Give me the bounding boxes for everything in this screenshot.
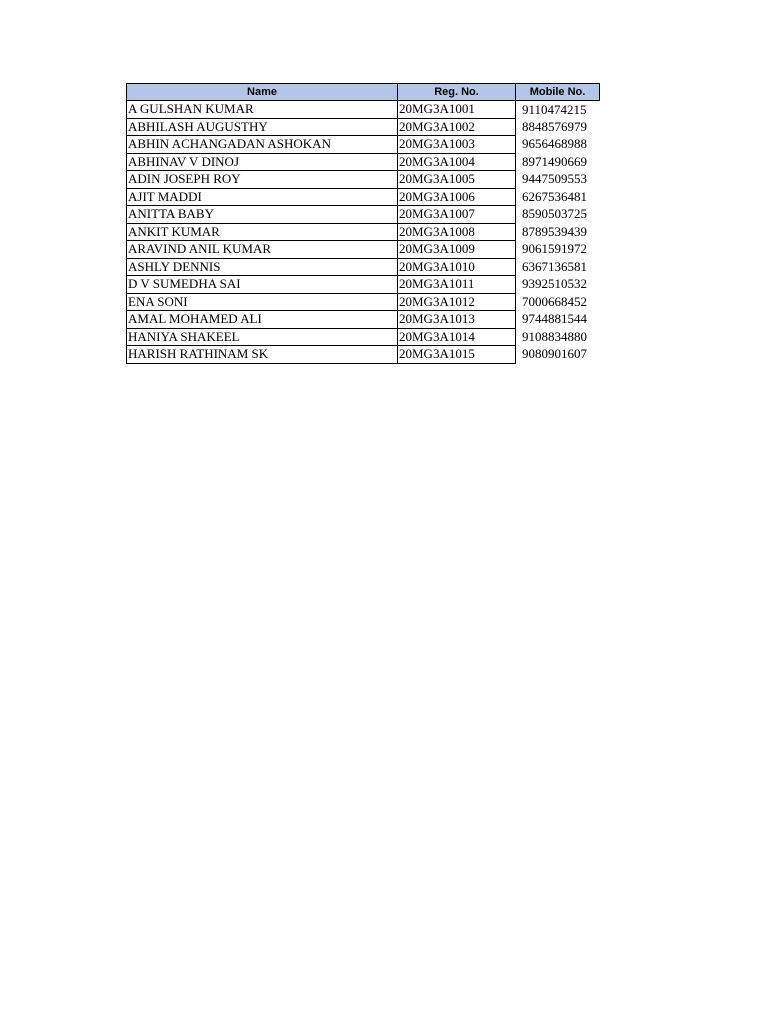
reg-no-cell: 20MG3A1005: [398, 171, 516, 189]
reg-no-cell: 20MG3A1007: [398, 206, 516, 224]
reg-no-cell: 20MG3A1004: [398, 153, 516, 171]
mobile-no-cell: 8590503725: [522, 206, 587, 222]
name-cell: HARISH RATHINAM SK: [127, 346, 398, 364]
reg-no-cell: 20MG3A1010: [398, 258, 516, 276]
column-header-reg-no: Reg. No.: [398, 84, 516, 101]
table-header: [127, 84, 600, 101]
mobile-no-cell: 6267536481: [522, 188, 587, 204]
name-cell: ENA SONI: [127, 293, 398, 311]
mobile-no-cell: 9447509553: [522, 171, 587, 187]
reg-no-cell: 20MG3A1011: [398, 276, 516, 294]
student-table: [126, 83, 600, 364]
table-row: [127, 153, 600, 171]
mobile-no-cell: 8848576979: [522, 118, 587, 134]
name-cell: A GULSHAN KUMAR: [127, 101, 398, 119]
reg-no-cell: 20MG3A1002: [398, 118, 516, 136]
table-row: [127, 276, 600, 294]
reg-no-cell: 20MG3A1008: [398, 223, 516, 241]
table-row: [127, 258, 600, 276]
table-row: [127, 241, 600, 259]
table-row: [127, 328, 600, 346]
mobile-no-cell: 9110474215: [522, 101, 587, 117]
mobile-no-cell: 9061591972: [522, 241, 587, 257]
name-cell: ANKIT KUMAR: [127, 223, 398, 241]
mobile-no-cell: 8971490669: [522, 153, 587, 169]
name-cell: ABHILASH AUGUSTHY: [127, 118, 398, 136]
name-cell: ADIN JOSEPH ROY: [127, 171, 398, 189]
table-row: [127, 346, 600, 364]
name-cell: AJIT MADDI: [127, 188, 398, 206]
name-cell: ABHIN ACHANGADAN ASHOKAN: [127, 136, 398, 154]
table-body: [127, 101, 600, 364]
table-row: [127, 101, 600, 119]
reg-no-cell: 20MG3A1013: [398, 311, 516, 329]
mobile-no-cell: 7000668452: [522, 293, 587, 309]
name-cell: ARAVIND ANIL KUMAR: [127, 241, 398, 259]
name-cell: ANITTA BABY: [127, 206, 398, 224]
mobile-no-cell: 8789539439: [522, 223, 587, 239]
table-row: [127, 118, 600, 136]
table-row: [127, 223, 600, 241]
mobile-no-cell: 9656468988: [522, 136, 587, 152]
reg-no-cell: 20MG3A1014: [398, 328, 516, 346]
name-cell: AMAL MOHAMED ALI: [127, 311, 398, 329]
column-header-name: Name: [127, 84, 398, 101]
mobile-no-cell: 6367136581: [522, 258, 587, 274]
table-row: [127, 206, 600, 224]
mobile-no-cell: 9080901607: [522, 346, 587, 362]
name-cell: ASHLY DENNIS: [127, 258, 398, 276]
table-row: [127, 293, 600, 311]
reg-no-cell: 20MG3A1015: [398, 346, 516, 364]
table-row: [127, 311, 600, 329]
name-cell: D V SUMEDHA SAI: [127, 276, 398, 294]
name-cell: HANIYA SHAKEEL: [127, 328, 398, 346]
reg-no-cell: 20MG3A1009: [398, 241, 516, 259]
reg-no-cell: 20MG3A1006: [398, 188, 516, 206]
mobile-no-cell: 9108834880: [522, 328, 587, 344]
table-row: [127, 136, 600, 154]
reg-no-cell: 20MG3A1003: [398, 136, 516, 154]
header-row: [127, 84, 600, 101]
reg-no-cell: 20MG3A1012: [398, 293, 516, 311]
mobile-no-cell: 9744881544: [522, 311, 587, 327]
mobile-no-cell: 9392510532: [522, 276, 587, 292]
reg-no-cell: 20MG3A1001: [398, 101, 516, 119]
name-cell: ABHINAV V DINOJ: [127, 153, 398, 171]
table-row: [127, 188, 600, 206]
column-header-mobile-no: Mobile No.: [516, 84, 600, 101]
table-row: [127, 171, 600, 189]
